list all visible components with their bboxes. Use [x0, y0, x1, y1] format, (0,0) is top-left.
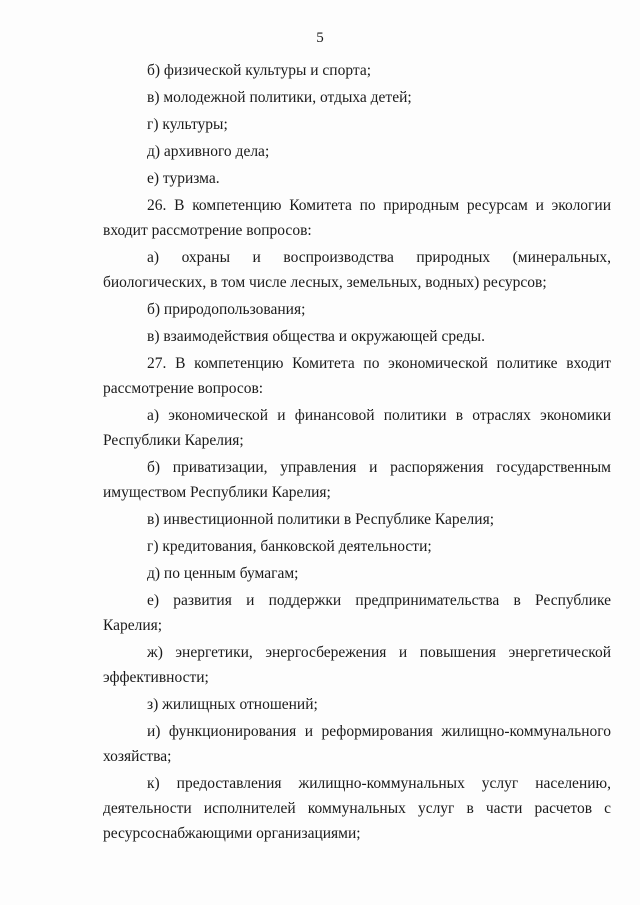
- list-item: б) природопользования;: [147, 301, 306, 318]
- list-item: б) физической культуры и спорта;: [147, 62, 372, 79]
- page-number: 5: [316, 30, 324, 46]
- list-item: д) архивного дела;: [147, 143, 270, 160]
- list-item: в) молодежной политики, отдыха детей;: [147, 89, 412, 106]
- list-item: б) приватизации, управления и распоряжения государственным имуществом Республики Карелия;: [103, 459, 611, 501]
- list-item: г) культуры;: [147, 116, 228, 133]
- list-item: и) функционирования и реформирования жилищно-коммунального хозяйства;: [103, 723, 611, 765]
- section-paragraph: 27. В компетенцию Комитета по экономической политике входит рассмотрение вопросов:: [103, 355, 611, 397]
- list-item: е) туризма.: [147, 170, 220, 187]
- section-paragraph: 26. В компетенцию Комитета по природным ресурсам и экологии входит рассмотрение вопросов:: [103, 197, 611, 239]
- list-item: ж) энергетики, энергосбережения и повышения энергетической эффективности;: [103, 644, 611, 686]
- list-item: а) экономической и финансовой политики в отраслях экономики Республики Карелия;: [103, 407, 611, 449]
- list-item: в) взаимодействия общества и окружающей среды.: [147, 328, 485, 345]
- list-item: е) развития и поддержки предпринимательства в Республике Карелия;: [103, 592, 611, 634]
- document-body: [103, 58, 611, 846]
- list-item: а) охраны и воспроизводства природных (минеральных, биологических, в том числе лесных, земельных, водных) ресурсов;: [103, 249, 611, 291]
- list-item: в) инвестиционной политики в Республике Карелия;: [147, 511, 495, 528]
- list-item: к) предоставления жилищно-коммунальных услуг населению, деятельности исполнителей коммунальных услуг в части расчетов с ресурсоснабжающими организациями;: [103, 775, 611, 842]
- list-item: з) жилищных отношений;: [147, 696, 318, 713]
- list-item: д) по ценным бумагам;: [147, 565, 299, 582]
- list-item: г) кредитования, банковской деятельности;: [147, 538, 432, 555]
